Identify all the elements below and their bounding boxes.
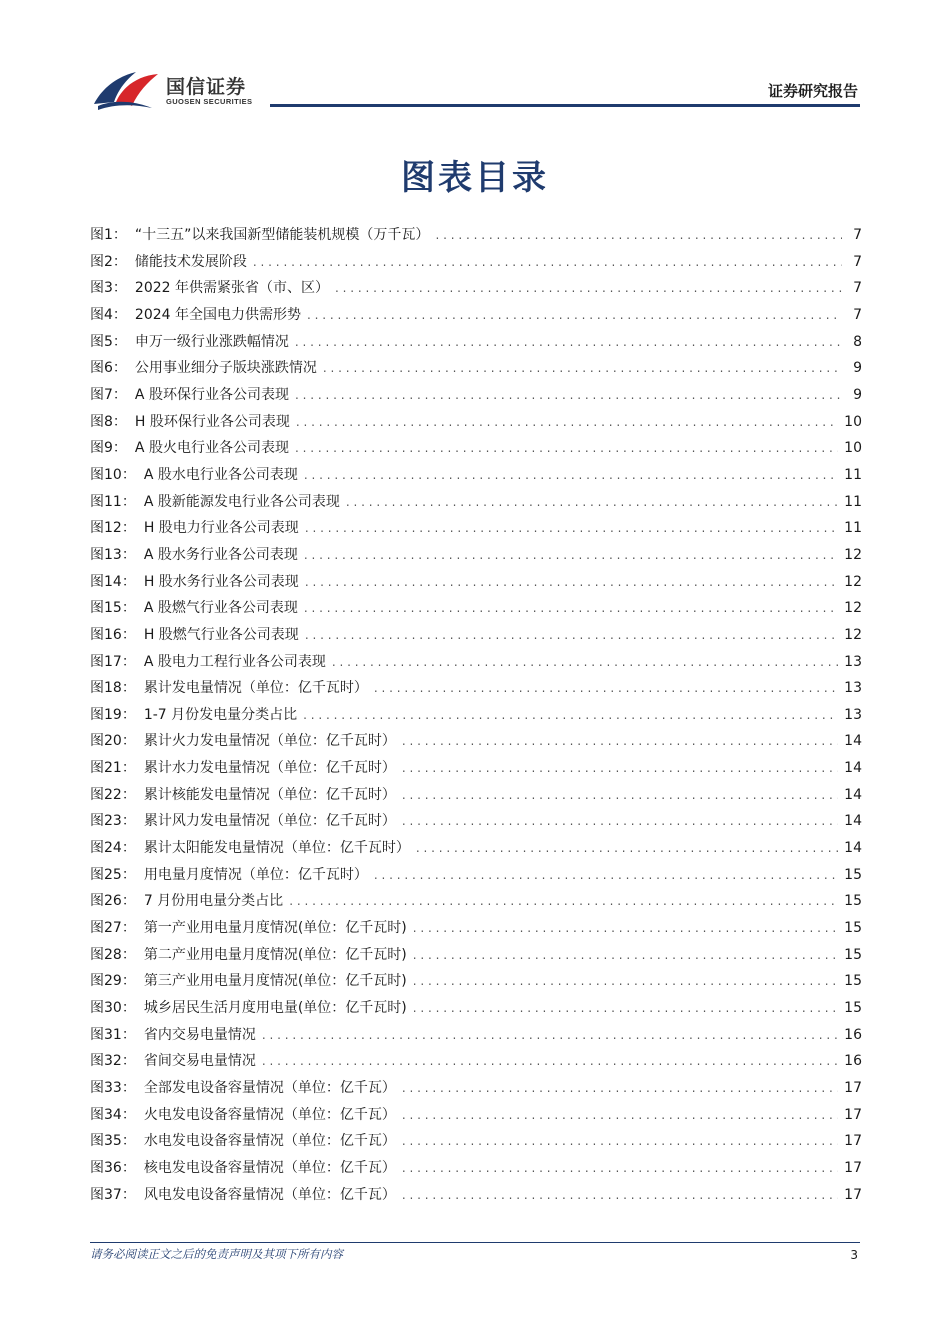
toc-entry-title: “十三五”以来我国新型储能装机规模（万千瓦） — [134, 227, 430, 243]
toc-entry-title: A 股燃气行业各公司表现 — [143, 600, 298, 617]
toc-entry-title: 火电发电设备容量情况（单位：亿千瓦） — [143, 1106, 396, 1123]
toc-entry-label: 图13： — [90, 546, 136, 563]
toc-dot-leader — [402, 808, 838, 835]
toc-dot-leader — [413, 915, 838, 942]
toc-entry-page: 14 — [844, 760, 862, 777]
toc-entry-title: A 股环保行业各公司表现 — [134, 386, 289, 403]
toc-entry[interactable] — [90, 515, 862, 542]
toc-entry-page: 11 — [844, 493, 862, 510]
page-title: 图表目录 — [401, 158, 549, 198]
toc-entry[interactable] — [90, 489, 862, 516]
toc-dot-leader — [416, 835, 838, 862]
toc-entry-title: 储能技术发展阶段 — [134, 253, 247, 270]
toc-entry-label: 图36： — [90, 1159, 136, 1176]
toc-entry-page: 14 — [844, 733, 862, 750]
toc-entry-label: 图10： — [90, 466, 136, 483]
toc-entry-title: A 股水电行业各公司表现 — [143, 466, 298, 483]
toc-dot-leader — [323, 355, 842, 382]
toc-entry-page: 11 — [844, 466, 862, 483]
toc-dot-leader — [295, 329, 842, 356]
toc-entry[interactable] — [90, 995, 862, 1022]
toc-dot-leader — [262, 1048, 838, 1075]
toc-entry-title: 1-7 月份发电量分类占比 — [143, 706, 298, 723]
toc-entry-page: 17 — [844, 1106, 862, 1123]
toc-entry-label: 图18： — [90, 680, 136, 697]
toc-entry-label: 图7： — [90, 386, 127, 403]
toc-entry-page: 13 — [844, 706, 862, 723]
toc-entry[interactable] — [90, 622, 862, 649]
toc-entry[interactable] — [90, 355, 862, 382]
toc-entry-label: 图17： — [90, 653, 136, 670]
toc-dot-leader — [402, 755, 838, 782]
toc-entry[interactable] — [90, 382, 862, 409]
toc-entry-page: 7 — [853, 227, 862, 243]
toc-entry-title: 第二产业用电量月度情况(单位：亿千瓦时) — [143, 946, 407, 963]
toc-entry-title: 用电量月度情况（单位：亿千瓦时） — [143, 866, 368, 883]
toc-entry-label: 图9： — [90, 440, 127, 457]
toc-entry-label: 图3： — [90, 280, 127, 297]
toc-entry-page: 17 — [844, 1159, 862, 1176]
toc-entry-page: 14 — [844, 813, 862, 830]
toc-entry-title: 累计火力发电量情况（单位：亿千瓦时） — [143, 733, 396, 750]
toc-entry-title: 累计风力发电量情况（单位：亿千瓦时） — [143, 813, 396, 830]
toc-entry[interactable] — [90, 942, 862, 969]
toc-entry-title: A 股水务行业各公司表现 — [143, 546, 298, 563]
toc-dot-leader — [305, 622, 838, 649]
toc-entry-page: 12 — [844, 626, 862, 643]
toc-entry-page: 13 — [844, 653, 862, 670]
toc-entry-title: 全部发电设备容量情况（单位：亿千瓦） — [143, 1080, 396, 1096]
report-type-label: 证券研究报告 — [767, 82, 858, 100]
toc-dot-leader — [413, 942, 838, 969]
toc-entry-label: 图6： — [90, 360, 127, 377]
toc-entry-label: 图27： — [90, 920, 136, 937]
toc-entry-title: A 股火电行业各公司表现 — [134, 440, 289, 457]
toc-entry-title: 累计水力发电量情况（单位：亿千瓦时） — [143, 760, 396, 777]
toc-entry-page: 14 — [844, 786, 862, 803]
guosen-logo-mark-icon — [92, 68, 162, 112]
toc-dot-leader — [402, 1102, 838, 1129]
toc-entry-title: 省内交易电量情况 — [143, 1026, 256, 1043]
toc-dot-leader — [305, 569, 838, 596]
toc-entry-label: 图34： — [90, 1106, 136, 1123]
toc-entry-label: 图37： — [90, 1186, 136, 1203]
toc-entry[interactable] — [90, 1182, 862, 1209]
toc-entry-label: 图20： — [90, 733, 136, 750]
toc-entry-label: 图15： — [90, 600, 136, 617]
toc-entry-label: 图29： — [90, 973, 136, 990]
toc-dot-leader — [402, 1182, 838, 1209]
toc-entry-page: 17 — [844, 1133, 862, 1150]
toc-entry-title: 第一产业用电量月度情况(单位：亿千瓦时) — [143, 920, 407, 937]
toc-entry-title: 水电发电设备容量情况（单位：亿千瓦） — [143, 1133, 396, 1150]
toc-entry-page: 15 — [844, 893, 862, 910]
toc-entry[interactable] — [90, 782, 862, 809]
toc-entry[interactable] — [90, 302, 862, 329]
toc-entry-page: 8 — [853, 333, 862, 350]
logo-text-en: GUOSEN SECURITIES — [166, 97, 253, 106]
toc-dot-leader — [346, 489, 838, 516]
toc-dot-leader — [335, 275, 842, 302]
toc-entry-label: 图35： — [90, 1133, 136, 1150]
toc-entry-title: 核电发电设备容量情况（单位：亿千瓦） — [143, 1159, 396, 1176]
toc-dot-leader — [305, 515, 838, 542]
toc-entry-title: 7 月份用电量分类占比 — [143, 893, 284, 910]
toc-entry-page: 10 — [844, 413, 862, 430]
toc-dot-leader — [374, 862, 838, 889]
toc-entry-title: 2024 年全国电力供需形势 — [134, 306, 302, 323]
toc-entry-title: H 股电力行业各公司表现 — [143, 520, 299, 537]
toc-entry[interactable] — [90, 675, 862, 702]
toc-dot-leader — [253, 249, 842, 276]
toc-entry[interactable] — [90, 409, 862, 436]
toc-entry-label: 图16： — [90, 626, 136, 643]
toc-entry-title: A 股新能源发电行业各公司表现 — [143, 493, 340, 510]
toc-dot-leader — [289, 888, 838, 915]
toc-dot-leader — [435, 222, 842, 249]
toc-entry-label: 图14： — [90, 573, 136, 590]
toc-entry[interactable] — [90, 702, 862, 729]
toc-entry-label: 图5： — [90, 333, 127, 350]
toc-entry[interactable] — [90, 275, 862, 302]
toc-entry-page: 11 — [844, 520, 862, 537]
toc-entry[interactable] — [90, 249, 862, 276]
toc-entry-page: 10 — [844, 440, 862, 457]
toc-dot-leader — [303, 702, 838, 729]
toc-entry-title: A 股电力工程行业各公司表现 — [143, 653, 326, 670]
toc-entry[interactable] — [90, 542, 862, 569]
toc-entry-title: H 股水务行业各公司表现 — [143, 573, 299, 590]
logo-text-cn: 国信证券 — [166, 76, 247, 98]
toc-dot-leader — [402, 1075, 838, 1102]
guosen-logo — [92, 68, 262, 112]
toc-entry-page: 14 — [844, 840, 862, 857]
toc-entry-label: 图26： — [90, 893, 136, 910]
toc-entry[interactable] — [90, 1022, 862, 1049]
toc-entry-title: 累计核能发电量情况（单位：亿千瓦时） — [143, 786, 396, 803]
toc-entry[interactable] — [90, 1048, 862, 1075]
toc-entry-title: 累计发电量情况（单位：亿千瓦时） — [143, 680, 368, 697]
toc-dot-leader — [332, 649, 838, 676]
toc-entry-label: 图8： — [90, 413, 127, 430]
toc-entry-label: 图1： — [90, 227, 127, 243]
toc-entry[interactable] — [90, 462, 862, 489]
toc-dot-leader — [413, 968, 838, 995]
toc-entry-page: 15 — [844, 946, 862, 963]
toc-entry-title: 累计太阳能发电量情况（单位：亿千瓦时） — [143, 840, 410, 857]
toc-entry-page: 15 — [844, 973, 862, 990]
toc-entry[interactable] — [90, 329, 862, 356]
toc-entry-page: 9 — [853, 360, 862, 377]
toc-entry-title: 申万一级行业涨跌幅情况 — [134, 333, 289, 350]
toc-entry[interactable] — [90, 808, 862, 835]
toc-entry-page: 15 — [844, 866, 862, 883]
toc-entry-page: 17 — [844, 1080, 862, 1096]
toc-entry-label: 图19： — [90, 706, 136, 723]
toc-dot-leader — [304, 595, 838, 622]
toc-entry[interactable] — [90, 1155, 862, 1182]
toc-entry[interactable] — [90, 728, 862, 755]
toc-dot-leader — [304, 462, 838, 489]
toc-entry[interactable] — [90, 595, 862, 622]
toc-dot-leader — [402, 1128, 838, 1155]
toc-entry-page: 16 — [844, 1053, 862, 1070]
toc-entry[interactable] — [90, 435, 862, 462]
toc-dot-leader — [295, 435, 838, 462]
toc-dot-leader — [413, 995, 838, 1022]
toc-entry[interactable] — [90, 862, 862, 889]
toc-entry-page: 12 — [844, 546, 862, 563]
toc-entry-label: 图24： — [90, 840, 136, 857]
toc-entry[interactable] — [90, 755, 862, 782]
toc-dot-leader — [402, 1155, 838, 1182]
footer-divider — [90, 1242, 860, 1243]
toc-entry-label: 图30： — [90, 1000, 136, 1017]
toc-entry[interactable] — [90, 569, 862, 596]
toc-entry[interactable] — [90, 968, 862, 995]
toc-entry-title: H 股环保行业各公司表现 — [134, 413, 290, 430]
toc-dot-leader — [304, 542, 838, 569]
toc-entry-label: 图33： — [90, 1080, 136, 1096]
toc-entry-title: 省间交易电量情况 — [143, 1053, 256, 1070]
toc-entry-label: 图28： — [90, 946, 136, 963]
toc-dot-leader — [402, 728, 838, 755]
toc-dot-leader — [295, 382, 842, 409]
toc-entry-title: 城乡居民生活月度用电量(单位：亿千瓦时) — [143, 1000, 407, 1017]
toc-entry-title: H 股燃气行业各公司表现 — [143, 626, 299, 643]
toc-entry-page: 12 — [844, 573, 862, 590]
toc-entry-page: 15 — [844, 920, 862, 937]
toc-entry-page: 12 — [844, 600, 862, 617]
toc-entry-page: 16 — [844, 1026, 862, 1043]
toc-dot-leader — [307, 302, 842, 329]
toc-entry[interactable] — [90, 222, 862, 249]
toc-entry-label: 图12： — [90, 520, 136, 537]
toc-entry-label: 图4： — [90, 306, 127, 323]
toc-entry-page: 7 — [853, 306, 862, 323]
page-header — [0, 0, 950, 112]
page-number: 3 — [850, 1248, 858, 1262]
toc-entry-label: 图25： — [90, 866, 136, 883]
toc-entry-title: 第三产业用电量月度情况(单位：亿千瓦时) — [143, 973, 407, 990]
toc-entry-label: 图31： — [90, 1026, 136, 1043]
toc-entry-page: 9 — [853, 386, 862, 403]
header-divider — [270, 104, 860, 107]
toc-dot-leader — [296, 409, 838, 436]
toc-entry-label: 图2： — [90, 253, 127, 270]
toc-entry-label: 图21： — [90, 760, 136, 777]
toc-entry-label: 图32： — [90, 1053, 136, 1070]
toc-entry-title: 2022 年供需紧张省（市、区） — [134, 280, 330, 297]
table-of-figures — [90, 222, 862, 1208]
toc-entry-title: 公用事业细分子版块涨跌情况 — [134, 360, 317, 377]
toc-entry-page: 17 — [844, 1186, 862, 1203]
toc-dot-leader — [262, 1022, 838, 1049]
toc-entry-title: 风电发电设备容量情况（单位：亿千瓦） — [143, 1186, 396, 1203]
toc-entry[interactable] — [90, 915, 862, 942]
toc-entry[interactable] — [90, 1128, 862, 1155]
toc-dot-leader — [402, 782, 838, 809]
toc-entry-label: 图22： — [90, 786, 136, 803]
toc-entry-label: 图23： — [90, 813, 136, 830]
toc-entry-page: 7 — [853, 253, 862, 270]
toc-entry[interactable] — [90, 1102, 862, 1129]
footer-disclaimer: 请务必阅读正文之后的免责声明及其项下所有内容 — [90, 1247, 343, 1261]
toc-dot-leader — [374, 675, 838, 702]
toc-entry[interactable] — [90, 1075, 862, 1102]
toc-entry-page: 7 — [853, 280, 862, 297]
toc-entry-page: 13 — [844, 680, 862, 697]
toc-entry-page: 15 — [844, 1000, 862, 1017]
toc-entry[interactable] — [90, 649, 862, 676]
toc-entry-label: 图11： — [90, 493, 136, 510]
toc-entry[interactable] — [90, 835, 862, 862]
toc-entry[interactable] — [90, 888, 862, 915]
